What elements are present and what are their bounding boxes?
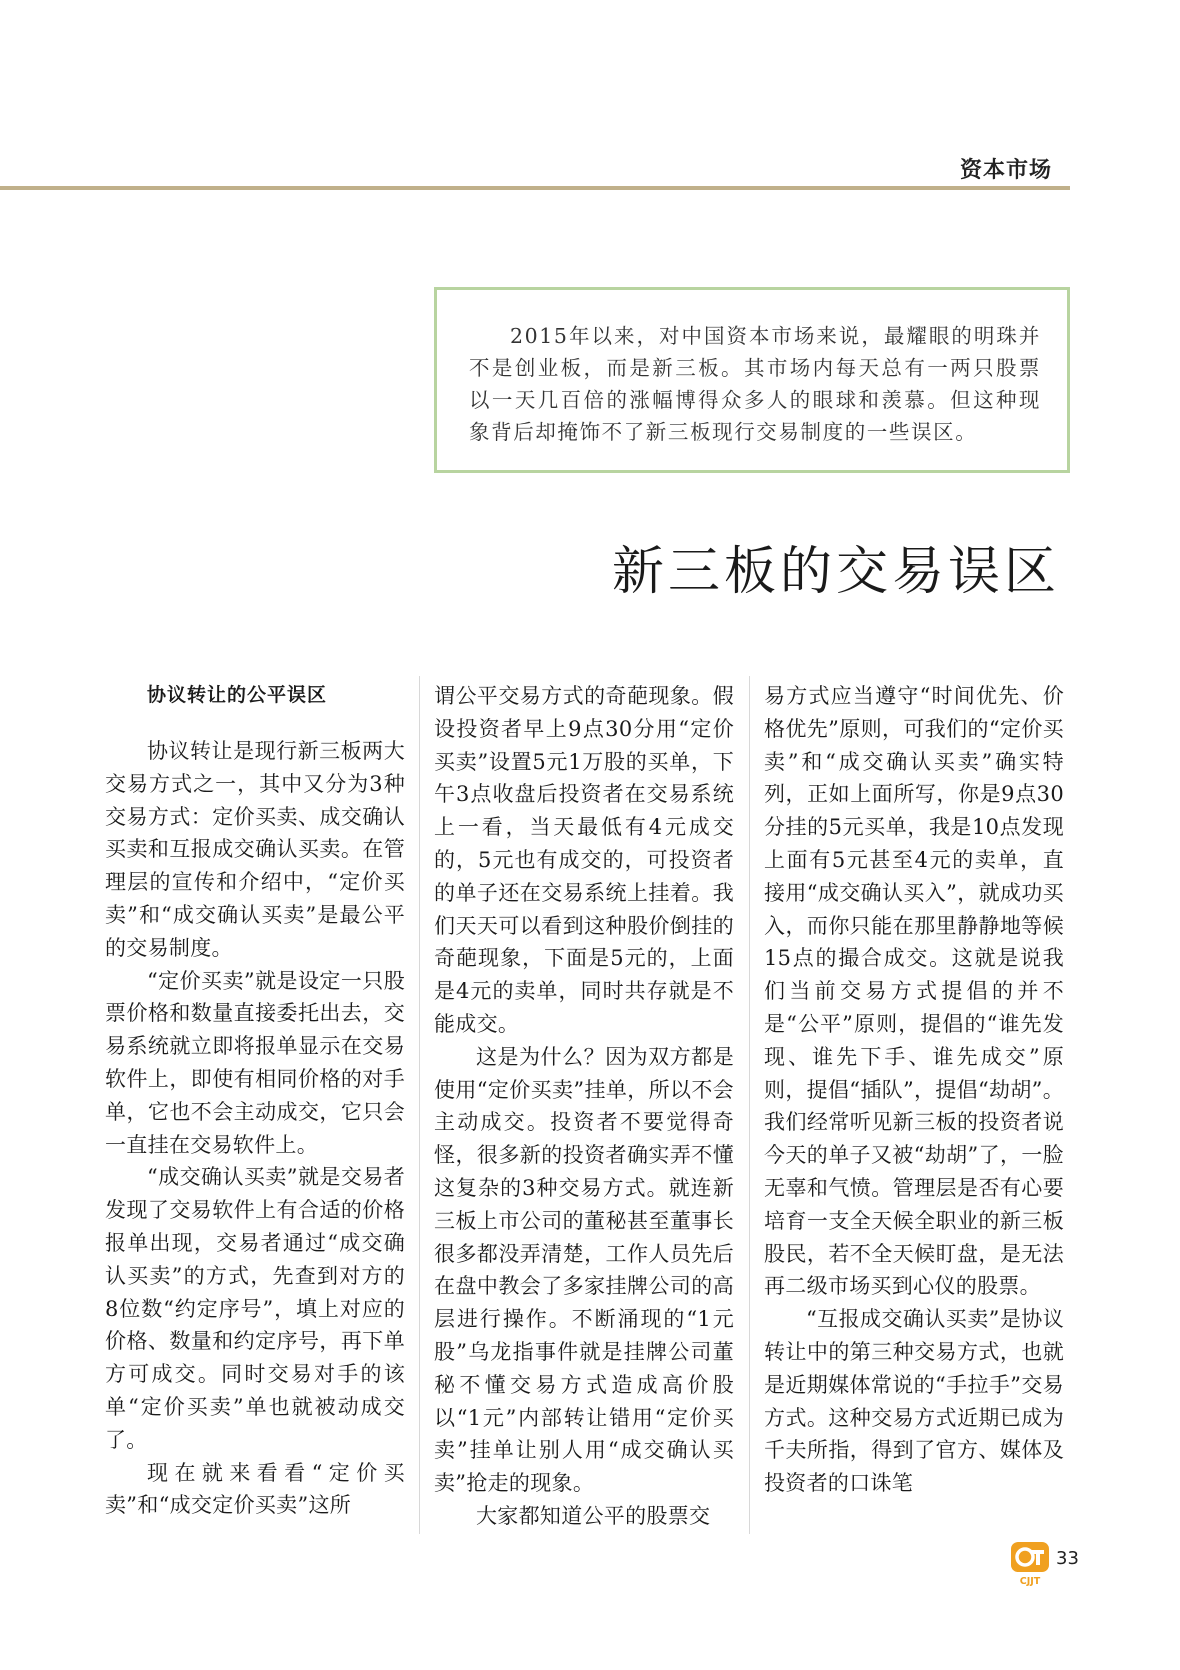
subheading: 协议转让的公平误区 <box>147 684 328 706</box>
abstract-text: 2015年以来，对中国资本市场来说，最耀眼的明珠并不是创业板，而是新三板。其市场内每天总有一两只股票以一天几百倍的涨幅博得众多人的眼球和羡慕。但这种现象背后却掩饰不了新三板现行交易制度的一些误区。 <box>469 324 1041 444</box>
column-divider <box>749 676 750 1534</box>
paragraph: 谓公平交易方式的奇葩现象。假设投资者早上9点30分用“定价买卖”设置5元1万股的买单，下午3点收盘后投资者在交易系统上一看，当天最低有4元成交的，5元也有成交的，可投资者的单子还在交易系统上挂着。我们天天可以看到这种股价倒挂的奇葩现象，下面是5元的，上面是4元的卖单，同时共存就是不能成交。 <box>434 684 734 1036</box>
article-title: 新三板的交易误区 <box>611 542 1060 602</box>
paragraph: “成交确认买卖”就是交易者发现了交易软件上有合适的价格报单出现，交易者通过“成交确认买卖”的方式，先查到对方的8位数“约定序号”，填上对应的价格、数量和约定序号，再下单方可成交。同时交易对手的该单“定价买卖”单也就被动成交了。 <box>105 1165 405 1452</box>
article-column-3 <box>764 680 1064 1500</box>
paragraph: 现在就来看看“定价买卖”和“成交定价买卖”这所 <box>105 1460 405 1518</box>
section-label: 资本市场 <box>960 158 1053 183</box>
paragraph: 大家都知道公平的股票交 <box>476 1503 711 1528</box>
column-divider <box>419 676 420 1534</box>
paragraph: “互报成交确认买卖”是协议转让中的第三种交易方式，也就是近期媒体常说的“手拉手”交易方式。这种交易方式近期已成为千夫所指，得到了官方、媒体及投资者的口诛笔 <box>764 1307 1064 1496</box>
abstract-box <box>434 287 1070 473</box>
paragraph: 协议转让是现行新三板两大交易方式之一，其中又分为3种交易方式：定价买卖、成交确认买卖和互报成交确认买卖。在管理层的宣传和介绍中，“定价买卖”和“成交确认买卖”是最公平的交易制度。 <box>105 739 405 960</box>
article-column-2 <box>434 680 734 1533</box>
paragraph: “定价买卖”就是设定一只股票价格和数量直接委托出去，交易系统就立即将报单显示在交易软件上，即使有相同价格的对手单，它也不会主动成交，它只会一直挂在交易软件上。 <box>105 968 405 1157</box>
logo-text: CJJT <box>1019 1576 1041 1587</box>
page-number: 33 <box>1056 1548 1079 1569</box>
article-column-1 <box>105 680 405 1522</box>
journal-logo-icon <box>1010 1541 1050 1587</box>
paragraph: 这是为什么？因为双方都是使用“定价买卖”挂单，所以不会主动成交。投资者不要觉得奇怪，很多新的投资者确实弄不懂这复杂的3种交易方式。就连新三板上市公司的董秘甚至董事长很多都没弄清楚，工作人员先后在盘中教会了多家挂牌公司的高层进行操作。不断涌现的“1元股”乌龙指事件就是挂牌公司董秘不懂交易方式造成高价股以“1元”内部转让错用“定价买卖”挂单让别人用“成交确认买卖”抢走的现象。 <box>434 1044 734 1496</box>
header-divider <box>0 186 1070 190</box>
paragraph: 易方式应当遵守“时间优先、价格优先”原则，可我们的“定价买卖”和“成交确认买卖”确实特列，正如上面所写，你是9点30分挂的5元买单，我是10点发现上面有5元甚至4元的卖单，直接用“成交确认买入”，就成功买入，而你只能在那里静静地等候15点的撮合成交。这就是说我们当前交易方式提倡的并不是“公平”原则，提倡的“谁先发现、谁先下手、谁先成交”原则，提倡“插队”，提倡“劫胡”。我们经常听见新三板的投资者说今天的单子又被“劫胡”了，一脸无辜和气愤。管理层是否有心要培育一支全天候全职业的新三板股民，若不全天候盯盘，是无法再二级市场买到心仪的股票。 <box>764 684 1064 1299</box>
